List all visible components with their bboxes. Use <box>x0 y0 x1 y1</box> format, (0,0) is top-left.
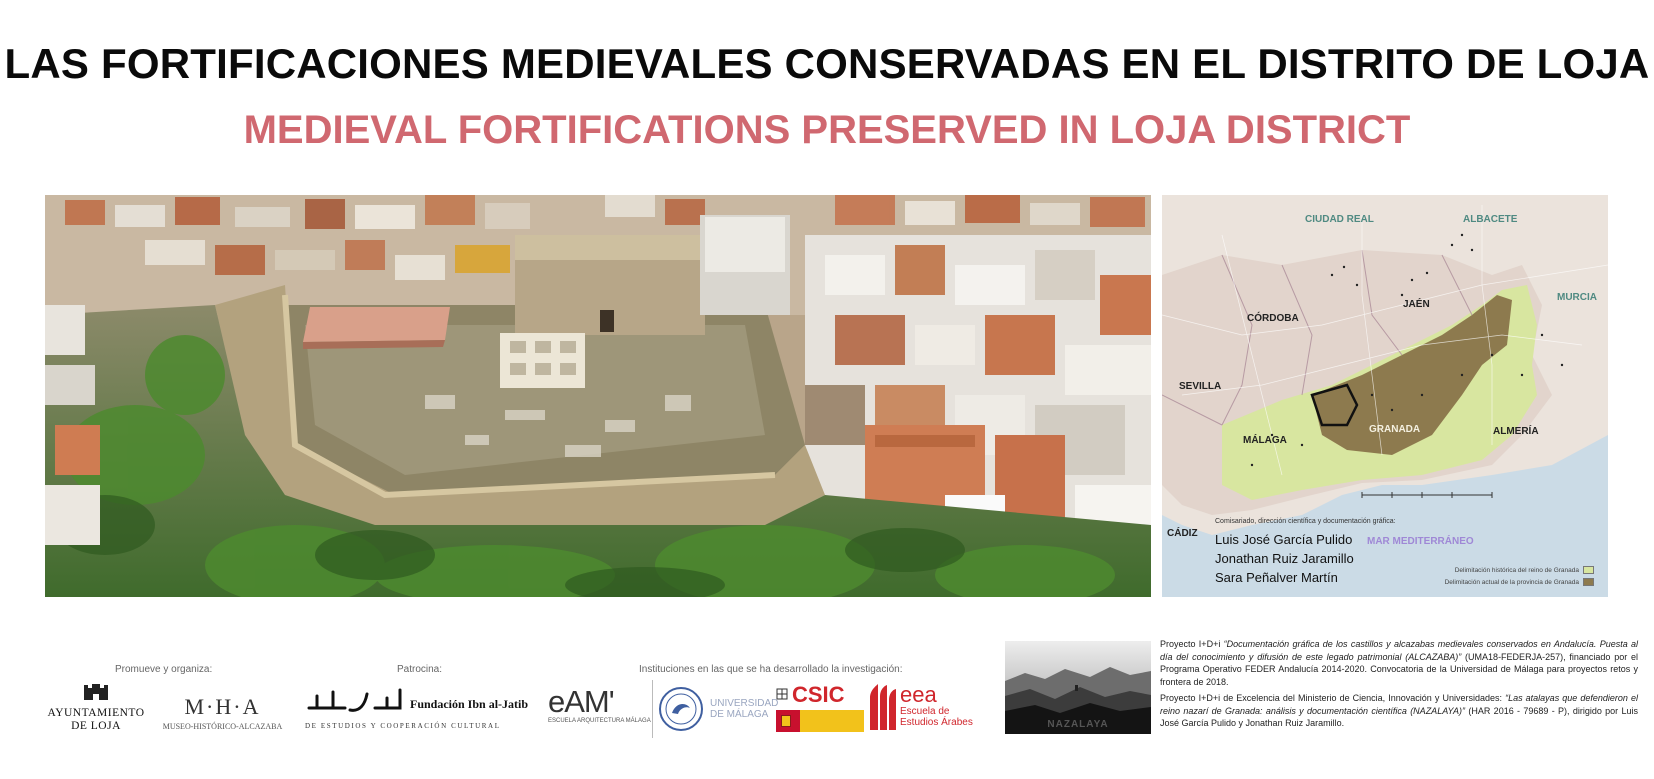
ayuntamiento-line2: DE LOJA <box>71 720 121 732</box>
region-map <box>1162 195 1608 597</box>
project-title: “Documentación gráfica de los castillos y alcazabas medievales conservados en Andalucía. Puesta al día del conocimiento y difusión de este legado patrimonial (ALCAZABA)” <box>1160 639 1639 662</box>
credit-name: Jonathan Ruiz Jaramillo <box>1215 551 1354 566</box>
csic-title: CSIC <box>792 682 845 707</box>
nazalaya-label: NAZALAYA <box>1047 719 1109 730</box>
nazalaya-image <box>1005 641 1151 734</box>
uma-logo <box>658 686 779 732</box>
logo-divider <box>652 680 653 738</box>
eea-logo <box>870 682 973 734</box>
eea-line2: Estudios Árabes <box>900 717 973 728</box>
credit-name: Sara Peñalver Martín <box>1215 570 1338 585</box>
credit-name: Luis José García Pulido <box>1215 532 1353 547</box>
fundacion-ibn-al-jatib-logo <box>305 686 529 732</box>
project-alcazaba <box>1160 638 1638 688</box>
map-label-murcia: MURCIA <box>1557 292 1597 303</box>
project-lead: Proyecto I+D+i de Excelencia del Ministerio de Ciencia, Innovación y Universidades: <box>1160 693 1506 703</box>
arches-icon <box>870 684 896 730</box>
mha-subtitle: MUSEO-HISTÓRICO-ALCAZABA <box>162 722 283 731</box>
legend-swatch <box>1583 578 1594 586</box>
fundacion-subtitle: DE ESTUDIOS Y COOPERACIÓN CULTURAL <box>305 722 501 730</box>
legend-item-current <box>1445 578 1594 586</box>
project-title: “Las atalayas que defendieron el reino nazarí de Granada: análisis y documentación científica (NAZALAYA)” <box>1160 693 1638 716</box>
project-descriptions <box>1160 638 1638 734</box>
map-label-mar-mediterraneo: MAR MEDITERRÁNEO <box>1367 536 1474 547</box>
project-details: (HAR 2016 - 79689 - P), dirigido por Luis José García Pulido y Jonathan Ruiz Jaramillo. <box>1160 705 1638 728</box>
credits-caption: Comisariado, dirección científica y documentación gráfica: <box>1215 518 1396 525</box>
patrocina-label: Patrocina: <box>397 664 443 675</box>
fundacion-name: Fundación Ibn al-Jatib <box>410 697 529 711</box>
uma-line2: DE MÁLAGA <box>710 709 769 720</box>
promueve-label: Promueve y organiza: <box>115 664 213 675</box>
mha-logo <box>160 694 285 734</box>
ayuntamiento-loja-logo <box>46 684 146 732</box>
project-nazalaya <box>1160 692 1638 730</box>
legend-item-historic <box>1455 566 1594 574</box>
arabic-calligraphy-icon <box>305 686 405 716</box>
page-title: LAS FORTIFICACIONES MEDIEVALES CONSERVADAS EN EL DISTRITO DE LOJA <box>4 40 1650 87</box>
eea-line1: Escuela de <box>900 706 950 717</box>
map-label-ciudad-real: CIUDAD REAL <box>1305 214 1374 225</box>
mha-title: M·H·A <box>184 694 261 719</box>
map-label-granada: GRANADA <box>1369 424 1421 435</box>
legend-label: Delimitación histórica del reino de Granada <box>1454 566 1579 574</box>
legend-swatch <box>1583 566 1594 574</box>
map-label-albacete: ALBACETE <box>1463 214 1518 225</box>
map-label-almeria: ALMERÍA <box>1493 426 1539 437</box>
project-lead: Proyecto I+D+i <box>1160 639 1224 649</box>
map-label-cadiz: CÁDIZ <box>1167 528 1198 539</box>
map-label-malaga: MÁLAGA <box>1243 435 1287 446</box>
map-label-sevilla: SEVILLA <box>1179 381 1222 392</box>
aerial-photo <box>45 195 1151 597</box>
page-subtitle: MEDIEVAL FORTIFICATIONS PRESERVED IN LOJA DISTRICT <box>243 108 1411 152</box>
legend-label: Delimitación actual de la provincia de Granada <box>1444 578 1579 586</box>
eam-subtitle: ESCUELA ARQUITECTURA MÁLAGA <box>548 718 651 724</box>
eam-logo <box>548 684 651 734</box>
castle-icon <box>46 684 146 702</box>
spain-flag-block <box>776 710 864 732</box>
map-label-cordoba: CÓRDOBA <box>1247 313 1299 324</box>
project-details: (UMA18-FEDERJA-257), financiado por el Programa Operativo FEDER Andalucía 2014-2020. Convocatoria de la Universidad de Málaga para proyectos retos y frontera de 2018. <box>1160 651 1638 687</box>
instituciones-label: Instituciones en las que se ha desarrollado la investigación: <box>639 664 903 675</box>
csic-logo <box>776 684 864 734</box>
eam-title: eAM' <box>548 684 614 719</box>
eea-title: eea <box>900 682 937 707</box>
uma-line1: UNIVERSIDAD <box>710 698 779 709</box>
university-seal-icon <box>658 686 704 732</box>
map-label-jaen: JAÉN <box>1403 299 1430 310</box>
csic-emblem-icon <box>776 688 788 700</box>
ayuntamiento-line1: AYUNTAMIENTO <box>47 707 145 719</box>
